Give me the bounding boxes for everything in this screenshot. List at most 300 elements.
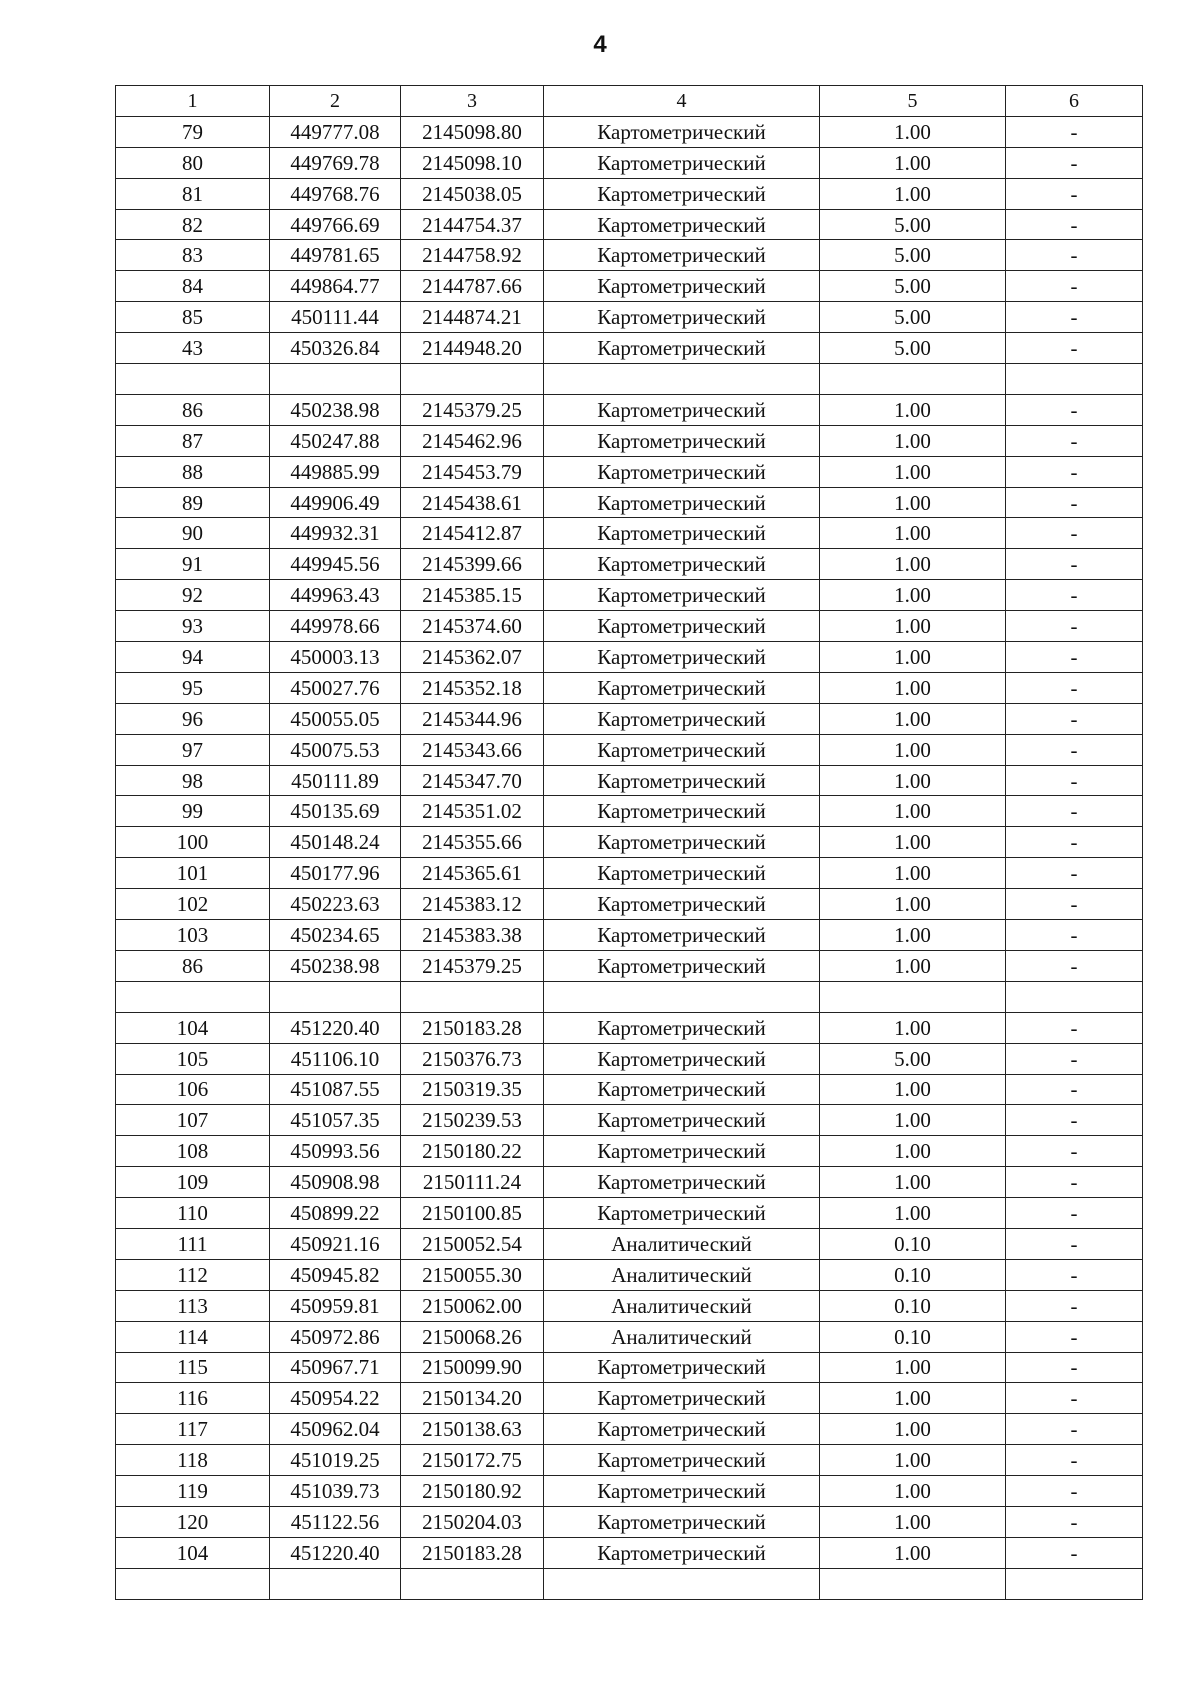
point-number-cell: 95: [116, 672, 270, 703]
method-cell: Картометрический: [544, 1476, 820, 1507]
x-coordinate-cell: [270, 1568, 401, 1599]
point-number-cell: 107: [116, 1105, 270, 1136]
table-body: [116, 116, 1143, 1599]
table-row: [116, 147, 1143, 178]
point-number-cell: 83: [116, 240, 270, 271]
x-coordinate-cell: 450177.96: [270, 858, 401, 889]
x-coordinate-cell: 449932.31: [270, 518, 401, 549]
y-coordinate-cell: 2150068.26: [401, 1321, 544, 1352]
y-coordinate-cell: 2145098.80: [401, 116, 544, 147]
table-row: [116, 1445, 1143, 1476]
note-cell: -: [1006, 549, 1143, 580]
table-row: [116, 1383, 1143, 1414]
column-header: 2: [270, 86, 401, 117]
method-cell: Картометрический: [544, 456, 820, 487]
y-coordinate-cell: 2145362.07: [401, 642, 544, 673]
table-row: [116, 1506, 1143, 1537]
x-coordinate-cell: 450962.04: [270, 1414, 401, 1445]
point-number-cell: [116, 1568, 270, 1599]
y-coordinate-cell: 2150172.75: [401, 1445, 544, 1476]
header-row: [116, 86, 1143, 117]
point-number-cell: 100: [116, 827, 270, 858]
point-number-cell: 80: [116, 147, 270, 178]
accuracy-cell: 1.00: [820, 734, 1006, 765]
x-coordinate-cell: 449864.77: [270, 271, 401, 302]
note-cell: -: [1006, 950, 1143, 981]
table-row: [116, 950, 1143, 981]
accuracy-cell: 0.10: [820, 1321, 1006, 1352]
note-cell: [1006, 1568, 1143, 1599]
table-row: [116, 333, 1143, 364]
accuracy-cell: 1.00: [820, 147, 1006, 178]
note-cell: -: [1006, 672, 1143, 703]
x-coordinate-cell: 451019.25: [270, 1445, 401, 1476]
note-cell: -: [1006, 178, 1143, 209]
method-cell: Картометрический: [544, 240, 820, 271]
column-header: 6: [1006, 86, 1143, 117]
y-coordinate-cell: [401, 1568, 544, 1599]
point-number-cell: 105: [116, 1043, 270, 1074]
table-row: [116, 116, 1143, 147]
note-cell: -: [1006, 1105, 1143, 1136]
y-coordinate-cell: 2144874.21: [401, 302, 544, 333]
note-cell: -: [1006, 518, 1143, 549]
table-row: [116, 1167, 1143, 1198]
note-cell: -: [1006, 827, 1143, 858]
method-cell: Картометрический: [544, 147, 820, 178]
note-cell: -: [1006, 240, 1143, 271]
point-number-cell: 97: [116, 734, 270, 765]
method-cell: Картометрический: [544, 796, 820, 827]
note-cell: -: [1006, 209, 1143, 240]
accuracy-cell: 1.00: [820, 487, 1006, 518]
x-coordinate-cell: 450945.82: [270, 1259, 401, 1290]
x-coordinate-cell: 451122.56: [270, 1506, 401, 1537]
note-cell: -: [1006, 271, 1143, 302]
y-coordinate-cell: 2144787.66: [401, 271, 544, 302]
note-cell: -: [1006, 487, 1143, 518]
x-coordinate-cell: 450135.69: [270, 796, 401, 827]
table-row: [116, 302, 1143, 333]
point-number-cell: 101: [116, 858, 270, 889]
point-number-cell: [116, 981, 270, 1012]
x-coordinate-cell: 449885.99: [270, 456, 401, 487]
x-coordinate-cell: 450055.05: [270, 703, 401, 734]
table-row: [116, 394, 1143, 425]
y-coordinate-cell: [401, 981, 544, 1012]
table-row: [116, 364, 1143, 395]
accuracy-cell: 1.00: [820, 611, 1006, 642]
table-row: [116, 1105, 1143, 1136]
column-header: 4: [544, 86, 820, 117]
method-cell: [544, 364, 820, 395]
table-row: [116, 1568, 1143, 1599]
note-cell: -: [1006, 1074, 1143, 1105]
note-cell: -: [1006, 1043, 1143, 1074]
y-coordinate-cell: 2150062.00: [401, 1290, 544, 1321]
note-cell: -: [1006, 858, 1143, 889]
table-row: [116, 1352, 1143, 1383]
method-cell: Картометрический: [544, 642, 820, 673]
y-coordinate-cell: 2150100.85: [401, 1198, 544, 1229]
method-cell: Картометрический: [544, 1414, 820, 1445]
accuracy-cell: 1.00: [820, 950, 1006, 981]
y-coordinate-cell: 2144754.37: [401, 209, 544, 240]
y-coordinate-cell: 2145098.10: [401, 147, 544, 178]
point-number-cell: 104: [116, 1537, 270, 1568]
point-number-cell: 103: [116, 920, 270, 951]
note-cell: -: [1006, 920, 1143, 951]
table-row: [116, 889, 1143, 920]
x-coordinate-cell: 451106.10: [270, 1043, 401, 1074]
point-number-cell: 114: [116, 1321, 270, 1352]
x-coordinate-cell: [270, 981, 401, 1012]
y-coordinate-cell: 2145379.25: [401, 950, 544, 981]
note-cell: -: [1006, 1321, 1143, 1352]
method-cell: Картометрический: [544, 178, 820, 209]
note-cell: -: [1006, 1228, 1143, 1259]
point-number-cell: 116: [116, 1383, 270, 1414]
y-coordinate-cell: 2144758.92: [401, 240, 544, 271]
accuracy-cell: 1.00: [820, 1136, 1006, 1167]
y-coordinate-cell: 2150134.20: [401, 1383, 544, 1414]
accuracy-cell: 1.00: [820, 796, 1006, 827]
table-row: [116, 703, 1143, 734]
point-number-cell: 104: [116, 1012, 270, 1043]
table-row: [116, 271, 1143, 302]
note-cell: -: [1006, 1290, 1143, 1321]
accuracy-cell: 1.00: [820, 1537, 1006, 1568]
note-cell: -: [1006, 1259, 1143, 1290]
point-number-cell: 115: [116, 1352, 270, 1383]
table-row: [116, 1414, 1143, 1445]
point-number-cell: 88: [116, 456, 270, 487]
y-coordinate-cell: 2150239.53: [401, 1105, 544, 1136]
x-coordinate-cell: 449769.78: [270, 147, 401, 178]
y-coordinate-cell: 2145344.96: [401, 703, 544, 734]
note-cell: -: [1006, 1383, 1143, 1414]
method-cell: Картометрический: [544, 858, 820, 889]
note-cell: -: [1006, 642, 1143, 673]
y-coordinate-cell: 2150204.03: [401, 1506, 544, 1537]
table-row: [116, 858, 1143, 889]
x-coordinate-cell: 450326.84: [270, 333, 401, 364]
y-coordinate-cell: 2150099.90: [401, 1352, 544, 1383]
method-cell: Картометрический: [544, 302, 820, 333]
method-cell: Аналитический: [544, 1321, 820, 1352]
x-coordinate-cell: 449768.76: [270, 178, 401, 209]
y-coordinate-cell: 2145438.61: [401, 487, 544, 518]
point-number-cell: 82: [116, 209, 270, 240]
method-cell: Картометрический: [544, 1136, 820, 1167]
note-cell: -: [1006, 1136, 1143, 1167]
x-coordinate-cell: 450111.89: [270, 765, 401, 796]
point-number-cell: 111: [116, 1228, 270, 1259]
x-coordinate-cell: 449978.66: [270, 611, 401, 642]
accuracy-cell: 0.10: [820, 1259, 1006, 1290]
x-coordinate-cell: 451057.35: [270, 1105, 401, 1136]
note-cell: -: [1006, 1414, 1143, 1445]
x-coordinate-cell: 450111.44: [270, 302, 401, 333]
y-coordinate-cell: 2150055.30: [401, 1259, 544, 1290]
note-cell: -: [1006, 734, 1143, 765]
x-coordinate-cell: 450954.22: [270, 1383, 401, 1414]
x-coordinate-cell: 450234.65: [270, 920, 401, 951]
note-cell: [1006, 981, 1143, 1012]
method-cell: Картометрический: [544, 827, 820, 858]
note-cell: -: [1006, 1198, 1143, 1229]
point-number-cell: 98: [116, 765, 270, 796]
accuracy-cell: 5.00: [820, 1043, 1006, 1074]
table-row: [116, 1321, 1143, 1352]
method-cell: [544, 981, 820, 1012]
accuracy-cell: 5.00: [820, 333, 1006, 364]
table-row: [116, 425, 1143, 456]
y-coordinate-cell: 2145383.38: [401, 920, 544, 951]
method-cell: Картометрический: [544, 549, 820, 580]
method-cell: Картометрический: [544, 271, 820, 302]
column-header: 5: [820, 86, 1006, 117]
point-number-cell: 85: [116, 302, 270, 333]
table-row: [116, 1043, 1143, 1074]
point-number-cell: 43: [116, 333, 270, 364]
x-coordinate-cell: 449963.43: [270, 580, 401, 611]
accuracy-cell: 1.00: [820, 1476, 1006, 1507]
table-row: [116, 827, 1143, 858]
table-row: [116, 796, 1143, 827]
method-cell: Картометрический: [544, 1012, 820, 1043]
point-number-cell: 99: [116, 796, 270, 827]
x-coordinate-cell: 451039.73: [270, 1476, 401, 1507]
method-cell: Картометрический: [544, 1074, 820, 1105]
x-coordinate-cell: 449781.65: [270, 240, 401, 271]
x-coordinate-cell: 450959.81: [270, 1290, 401, 1321]
method-cell: Картометрический: [544, 518, 820, 549]
accuracy-cell: 5.00: [820, 271, 1006, 302]
accuracy-cell: 1.00: [820, 672, 1006, 703]
accuracy-cell: [820, 981, 1006, 1012]
point-number-cell: 110: [116, 1198, 270, 1229]
table-row: [116, 456, 1143, 487]
method-cell: Картометрический: [544, 765, 820, 796]
accuracy-cell: 5.00: [820, 209, 1006, 240]
y-coordinate-cell: 2145352.18: [401, 672, 544, 703]
accuracy-cell: 1.00: [820, 703, 1006, 734]
note-cell: -: [1006, 1476, 1143, 1507]
table-row: [116, 1259, 1143, 1290]
method-cell: Картометрический: [544, 611, 820, 642]
accuracy-cell: 1.00: [820, 580, 1006, 611]
method-cell: Аналитический: [544, 1290, 820, 1321]
point-number-cell: 96: [116, 703, 270, 734]
accuracy-cell: 1.00: [820, 765, 1006, 796]
accuracy-cell: 1.00: [820, 1414, 1006, 1445]
method-cell: Картометрический: [544, 889, 820, 920]
table-row: [116, 920, 1143, 951]
point-number-cell: 90: [116, 518, 270, 549]
method-cell: Картометрический: [544, 734, 820, 765]
note-cell: -: [1006, 1167, 1143, 1198]
note-cell: -: [1006, 1012, 1143, 1043]
table-row: [116, 580, 1143, 611]
method-cell: Картометрический: [544, 580, 820, 611]
note-cell: -: [1006, 302, 1143, 333]
method-cell: Картометрический: [544, 672, 820, 703]
y-coordinate-cell: 2145412.87: [401, 518, 544, 549]
x-coordinate-cell: 449766.69: [270, 209, 401, 240]
column-header: 3: [401, 86, 544, 117]
y-coordinate-cell: 2150376.73: [401, 1043, 544, 1074]
accuracy-cell: 1.00: [820, 1105, 1006, 1136]
y-coordinate-cell: 2144948.20: [401, 333, 544, 364]
point-number-cell: 87: [116, 425, 270, 456]
method-cell: Картометрический: [544, 1352, 820, 1383]
method-cell: Картометрический: [544, 333, 820, 364]
point-number-cell: 92: [116, 580, 270, 611]
method-cell: Картометрический: [544, 920, 820, 951]
table-row: [116, 487, 1143, 518]
method-cell: Картометрический: [544, 1537, 820, 1568]
x-coordinate-cell: 450908.98: [270, 1167, 401, 1198]
accuracy-cell: [820, 1568, 1006, 1599]
x-coordinate-cell: 450003.13: [270, 642, 401, 673]
table-row: [116, 1074, 1143, 1105]
x-coordinate-cell: 451220.40: [270, 1012, 401, 1043]
table-header: [116, 86, 1143, 117]
x-coordinate-cell: 450972.86: [270, 1321, 401, 1352]
point-number-cell: 108: [116, 1136, 270, 1167]
x-coordinate-cell: 450238.98: [270, 394, 401, 425]
table-row: [116, 611, 1143, 642]
table-row: [116, 1476, 1143, 1507]
method-cell: Картометрический: [544, 487, 820, 518]
note-cell: -: [1006, 611, 1143, 642]
point-number-cell: 94: [116, 642, 270, 673]
point-number-cell: 89: [116, 487, 270, 518]
accuracy-cell: [820, 364, 1006, 395]
accuracy-cell: 1.00: [820, 1383, 1006, 1414]
page-number: 4: [593, 31, 607, 58]
x-coordinate-cell: 450075.53: [270, 734, 401, 765]
table-row: [116, 1012, 1143, 1043]
accuracy-cell: 1.00: [820, 456, 1006, 487]
accuracy-cell: 1.00: [820, 394, 1006, 425]
note-cell: -: [1006, 1506, 1143, 1537]
y-coordinate-cell: 2150183.28: [401, 1012, 544, 1043]
note-cell: -: [1006, 796, 1143, 827]
method-cell: Картометрический: [544, 950, 820, 981]
method-cell: Картометрический: [544, 1043, 820, 1074]
note-cell: -: [1006, 333, 1143, 364]
method-cell: Аналитический: [544, 1228, 820, 1259]
x-coordinate-cell: 450247.88: [270, 425, 401, 456]
x-coordinate-cell: [270, 364, 401, 395]
accuracy-cell: 1.00: [820, 518, 1006, 549]
point-number-cell: 79: [116, 116, 270, 147]
point-number-cell: 86: [116, 394, 270, 425]
accuracy-cell: 1.00: [820, 1445, 1006, 1476]
y-coordinate-cell: 2145385.15: [401, 580, 544, 611]
point-number-cell: 112: [116, 1259, 270, 1290]
accuracy-cell: 1.00: [820, 889, 1006, 920]
method-cell: Картометрический: [544, 1105, 820, 1136]
method-cell: Картометрический: [544, 1506, 820, 1537]
note-cell: -: [1006, 147, 1143, 178]
point-number-cell: 119: [116, 1476, 270, 1507]
y-coordinate-cell: [401, 364, 544, 395]
accuracy-cell: 0.10: [820, 1228, 1006, 1259]
y-coordinate-cell: 2150052.54: [401, 1228, 544, 1259]
point-number-cell: 117: [116, 1414, 270, 1445]
table-row: [116, 672, 1143, 703]
accuracy-cell: 5.00: [820, 240, 1006, 271]
point-number-cell: 118: [116, 1445, 270, 1476]
x-coordinate-cell: 450993.56: [270, 1136, 401, 1167]
method-cell: [544, 1568, 820, 1599]
method-cell: Аналитический: [544, 1259, 820, 1290]
point-number-cell: 81: [116, 178, 270, 209]
point-number-cell: 86: [116, 950, 270, 981]
y-coordinate-cell: 2145374.60: [401, 611, 544, 642]
accuracy-cell: 1.00: [820, 920, 1006, 951]
table-row: [116, 1198, 1143, 1229]
accuracy-cell: 1.00: [820, 425, 1006, 456]
method-cell: Картометрический: [544, 1445, 820, 1476]
accuracy-cell: 1.00: [820, 549, 1006, 580]
accuracy-cell: 1.00: [820, 642, 1006, 673]
note-cell: -: [1006, 889, 1143, 920]
method-cell: Картометрический: [544, 425, 820, 456]
accuracy-cell: 1.00: [820, 827, 1006, 858]
y-coordinate-cell: 2145399.66: [401, 549, 544, 580]
table-row: [116, 734, 1143, 765]
y-coordinate-cell: 2145379.25: [401, 394, 544, 425]
x-coordinate-cell: 450921.16: [270, 1228, 401, 1259]
y-coordinate-cell: 2145038.05: [401, 178, 544, 209]
table-row: [116, 1537, 1143, 1568]
method-cell: Картометрический: [544, 1167, 820, 1198]
x-coordinate-cell: 450899.22: [270, 1198, 401, 1229]
note-cell: [1006, 364, 1143, 395]
x-coordinate-cell: 449906.49: [270, 487, 401, 518]
point-number-cell: [116, 364, 270, 395]
point-number-cell: 120: [116, 1506, 270, 1537]
y-coordinate-cell: 2145355.66: [401, 827, 544, 858]
x-coordinate-cell: 450238.98: [270, 950, 401, 981]
table-row: [116, 549, 1143, 580]
table-row: [116, 1290, 1143, 1321]
y-coordinate-cell: 2150183.28: [401, 1537, 544, 1568]
accuracy-cell: 1.00: [820, 1167, 1006, 1198]
x-coordinate-cell: 449777.08: [270, 116, 401, 147]
method-cell: Картометрический: [544, 116, 820, 147]
accuracy-cell: 0.10: [820, 1290, 1006, 1321]
note-cell: -: [1006, 394, 1143, 425]
y-coordinate-cell: 2145351.02: [401, 796, 544, 827]
table-row: [116, 1228, 1143, 1259]
accuracy-cell: 1.00: [820, 1074, 1006, 1105]
x-coordinate-cell: 450967.71: [270, 1352, 401, 1383]
table-row: [116, 240, 1143, 271]
table-row: [116, 209, 1143, 240]
coordinates-table: [115, 85, 1143, 1600]
note-cell: -: [1006, 1445, 1143, 1476]
y-coordinate-cell: 2150319.35: [401, 1074, 544, 1105]
table-row: [116, 981, 1143, 1012]
accuracy-cell: 1.00: [820, 1012, 1006, 1043]
accuracy-cell: 1.00: [820, 1352, 1006, 1383]
note-cell: -: [1006, 425, 1143, 456]
